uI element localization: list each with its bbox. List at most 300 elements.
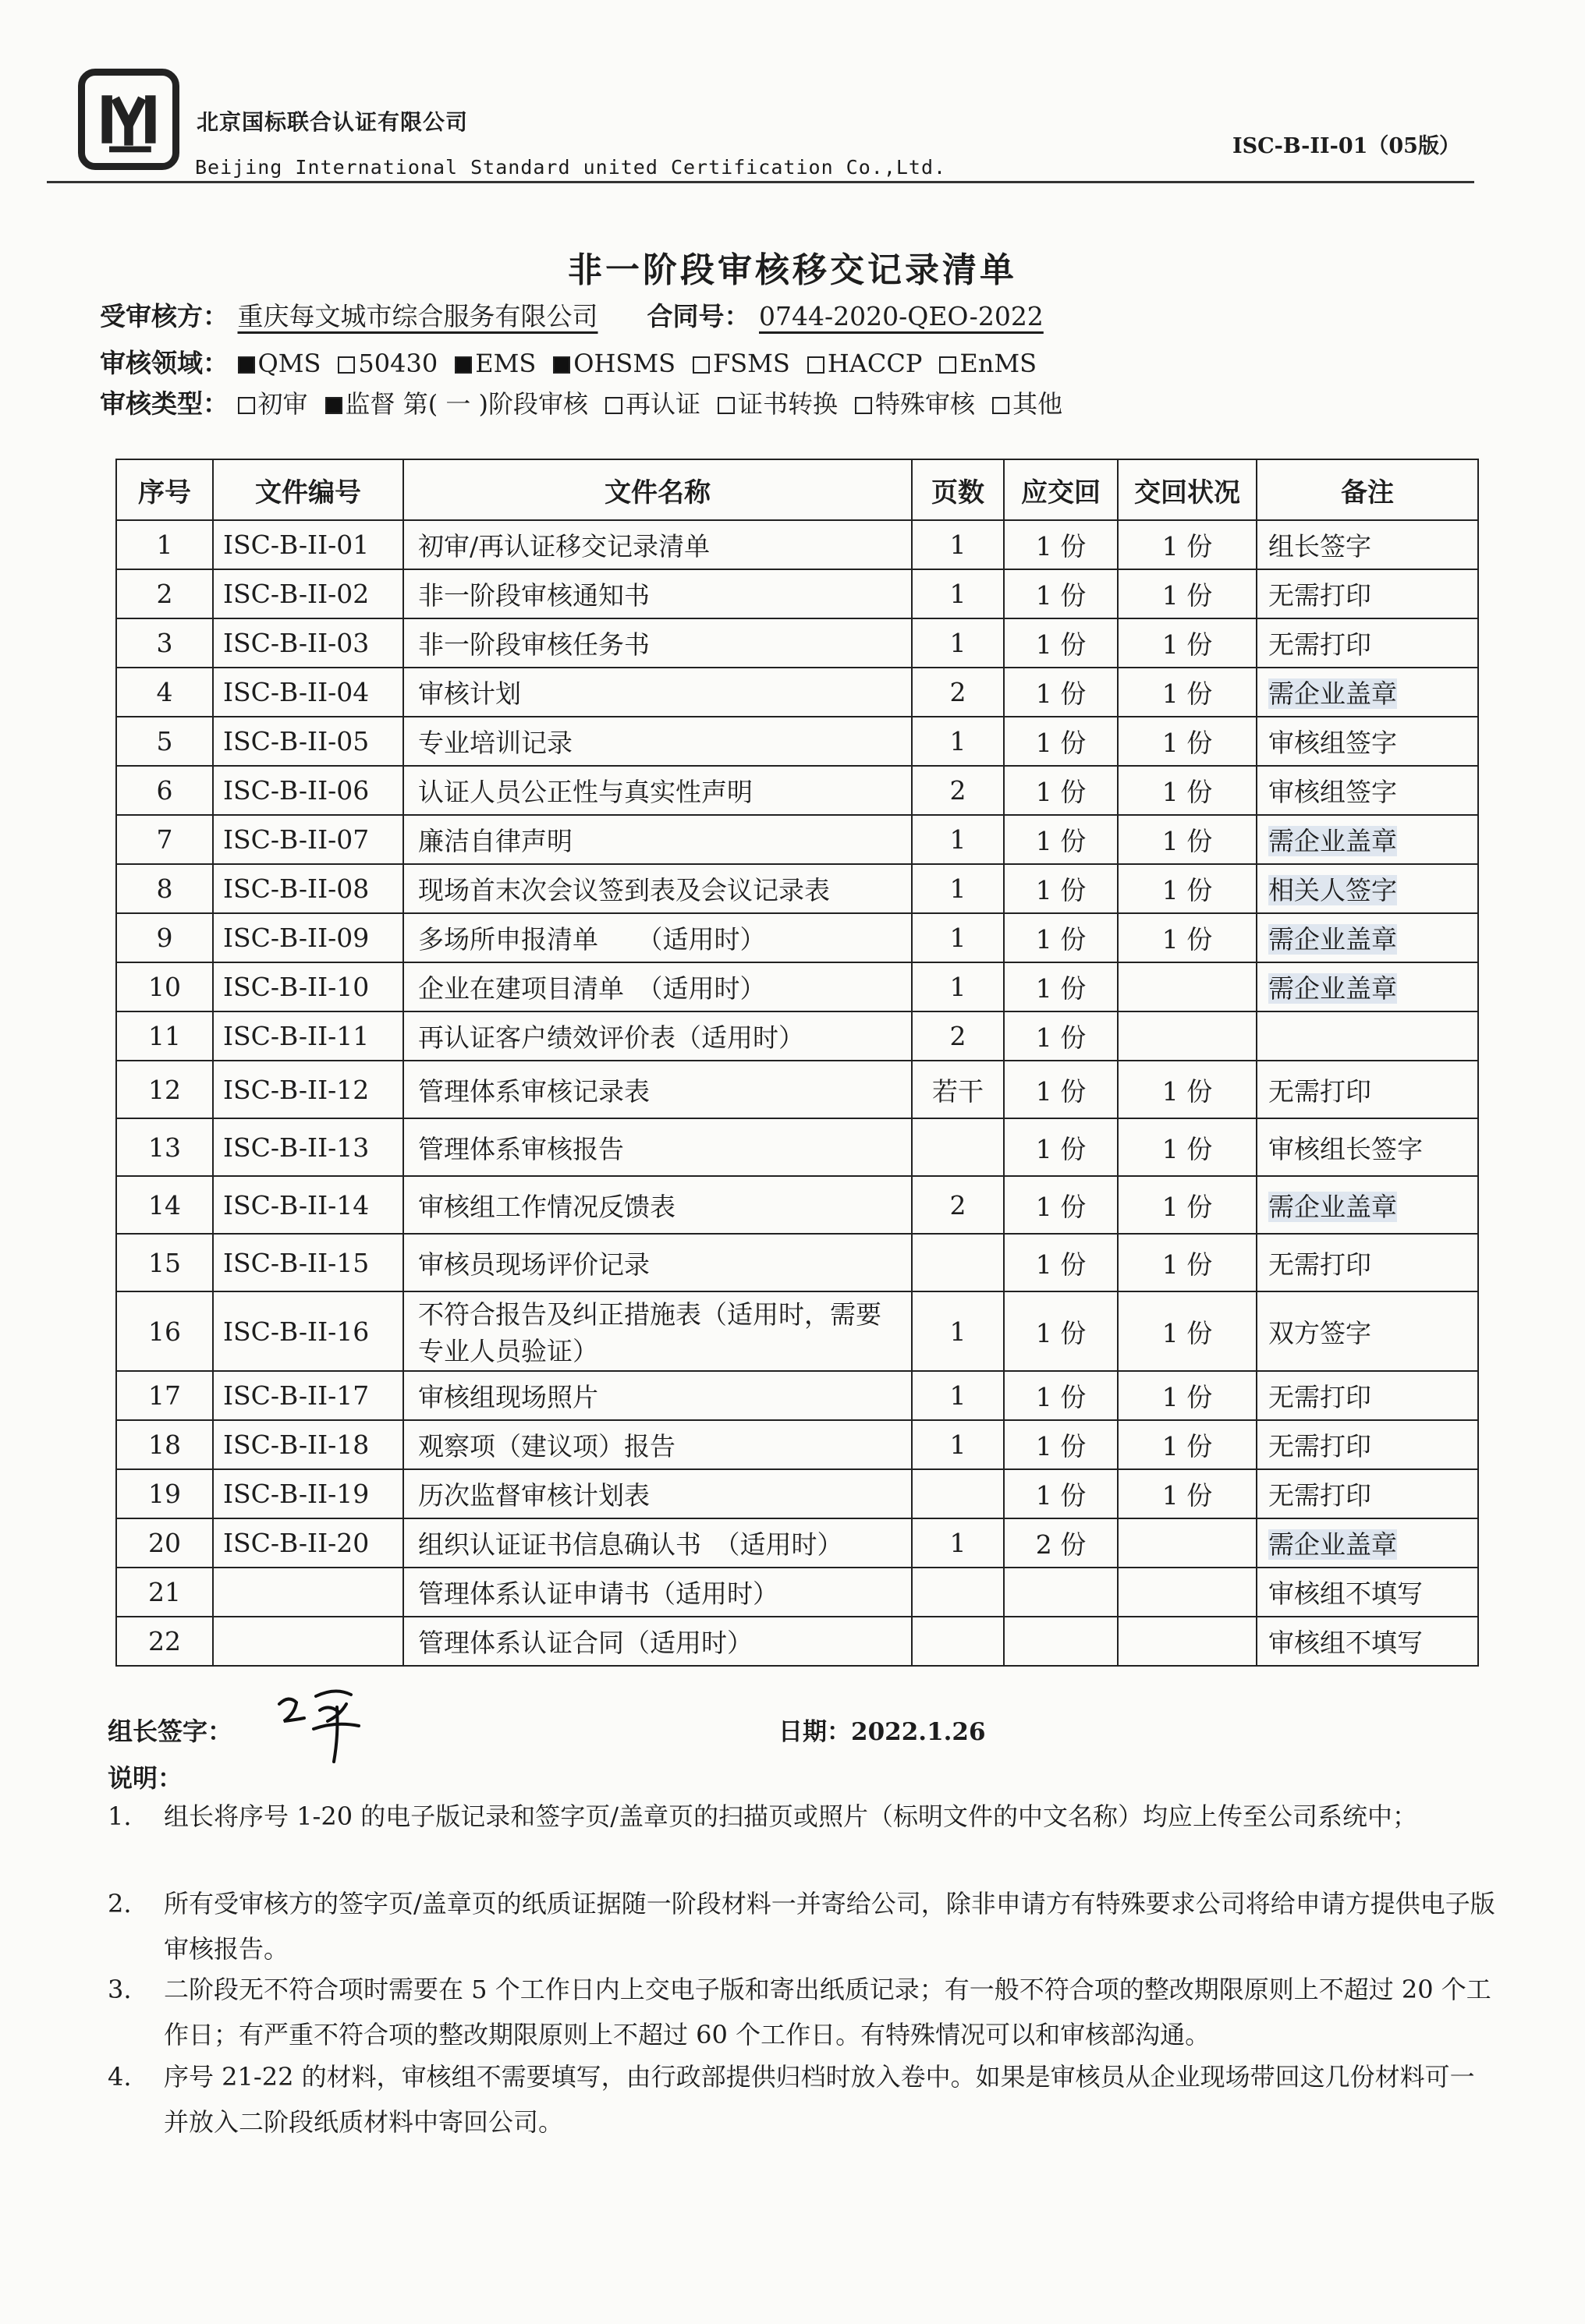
remark-cell (1257, 962, 1478, 1011)
returned-count-cell (1118, 520, 1257, 569)
field-option (693, 349, 790, 378)
table-row (116, 1011, 1478, 1061)
type-option-label: 证书转换 (738, 389, 839, 419)
page-count-cell (912, 1061, 1004, 1118)
file-name-cell (403, 1061, 912, 1118)
due-count-cell (1004, 1371, 1118, 1420)
due-count: 1 份 (1035, 1480, 1087, 1511)
remark: 相关人签字 (1268, 875, 1397, 905)
file-code: ISC-B-II-17 (223, 1380, 370, 1411)
row-number: 8 (156, 873, 173, 904)
col-header-note: 备注 (1257, 459, 1478, 520)
file-name: 管理体系审核记录表 (418, 1075, 650, 1107)
due-count: 1 份 (1035, 1022, 1087, 1053)
row-number: 2 (156, 579, 173, 609)
remark-cell (1257, 618, 1478, 668)
transfer-record-table (115, 459, 1479, 1667)
due-count-cell (1004, 1176, 1118, 1234)
file-code: ISC-B-II-05 (223, 726, 370, 756)
due-count-cell (1004, 1518, 1118, 1568)
table-row (116, 1568, 1478, 1617)
file-name: 管理体系认证合同（适用时） (418, 1628, 753, 1658)
page-count-cell (912, 618, 1004, 668)
remark: 需企业盖章 (1268, 1191, 1397, 1222)
remark: 无需打印 (1268, 1480, 1371, 1511)
file-name: 再认证客户绩效评价表（适用时） (418, 1022, 804, 1053)
note-text: 所有受审核方的签字页/盖章页的纸质证据随一阶段材料一并寄给公司，除非申请方有特殊要求公司将给申请方提供电子版审核报告。 (164, 1889, 1495, 1964)
returned-count: 1 份 (1161, 924, 1213, 955)
row-number-cell (116, 962, 213, 1011)
due-count-cell (1004, 962, 1118, 1011)
due-count: 1 份 (1035, 924, 1087, 955)
file-code-cell (213, 913, 403, 962)
file-code: ISC-B-II-14 (223, 1189, 370, 1220)
returned-count-cell (1118, 1568, 1257, 1617)
remark: 审核组长签字 (1268, 1133, 1423, 1164)
file-code: ISC-B-II-13 (223, 1132, 370, 1163)
field-line (100, 343, 1054, 380)
returned-count-cell (1118, 1469, 1257, 1518)
file-name: 非一阶段审核通知书 (418, 580, 650, 611)
remark: 需企业盖章 (1268, 678, 1397, 709)
page-count: 1 (949, 628, 966, 658)
field-label: 审核领域： (100, 348, 229, 378)
file-name: 不符合报告及纠正措施表（适用时，需要专业人员验证） (418, 1299, 881, 1366)
page-count-cell (912, 569, 1004, 618)
file-name-cell (403, 1234, 912, 1291)
row-number: 15 (148, 1247, 181, 1278)
file-code-cell (213, 717, 403, 766)
page-count-cell (912, 766, 1004, 815)
file-code: ISC-B-II-07 (223, 824, 370, 855)
checked-box-icon (238, 356, 255, 374)
file-name-cell (403, 962, 912, 1011)
document-title: 非一阶段审核移交记录清单 (568, 250, 1017, 290)
returned-count: 1 份 (1161, 1133, 1213, 1164)
file-name-cell (403, 569, 912, 618)
row-number: 14 (148, 1189, 181, 1220)
file-code: ISC-B-II-01 (223, 530, 370, 560)
returned-count-cell (1118, 1617, 1257, 1666)
row-number-cell (116, 766, 213, 815)
row-number: 5 (156, 726, 173, 756)
file-code-cell (213, 815, 403, 864)
file-name-cell (403, 520, 912, 569)
page-count: 1 (949, 873, 966, 904)
unchecked-box-icon (238, 397, 255, 414)
file-code: ISC-B-II-20 (223, 1528, 370, 1558)
type-option-label: 其他 (1012, 389, 1063, 419)
table-row (116, 913, 1478, 962)
note-text: 序号 21-22 的材料，审核组不需要填写，由行政部提供归档时放入卷中。如果是审核员从企业现场带回这几份材料可一并放入二阶段纸质材料中寄回公司。 (164, 2062, 1475, 2137)
file-code-cell (213, 1061, 403, 1118)
file-code: ISC-B-II-16 (223, 1316, 370, 1347)
file-code-cell (213, 1118, 403, 1176)
file-name: 观察项（建议项）报告 (418, 1431, 675, 1461)
file-name-cell (403, 1118, 912, 1176)
auditee-value: 重庆每文城市综合服务有限公司 (237, 301, 598, 331)
due-count-cell (1004, 668, 1118, 717)
due-count-cell (1004, 1291, 1118, 1371)
page-count-cell (912, 1118, 1004, 1176)
file-code: ISC-B-II-06 (223, 775, 370, 806)
remark: 审核组不填写 (1268, 1628, 1423, 1658)
checked-box-icon (455, 356, 472, 374)
file-name-cell (403, 1469, 912, 1518)
unchecked-box-icon (718, 397, 735, 414)
page-count: 1 (949, 726, 966, 756)
field-option-label: QMS (257, 349, 321, 378)
type-options (238, 388, 1080, 419)
row-number: 10 (148, 972, 181, 1002)
due-count: 1 份 (1035, 777, 1087, 807)
field-options (238, 348, 1055, 378)
file-name-cell (403, 1371, 912, 1420)
file-code-cell (213, 1469, 403, 1518)
contract-value: 0744-2020-QEO-2022 (759, 301, 1044, 331)
remark-cell (1257, 1420, 1478, 1469)
due-count: 1 份 (1035, 826, 1087, 856)
row-number-cell (116, 1420, 213, 1469)
row-number-cell (116, 1568, 213, 1617)
remark: 双方签字 (1268, 1317, 1371, 1348)
row-number-cell (116, 1518, 213, 1568)
field-option-label: FSMS (713, 349, 790, 378)
table-row (116, 1518, 1478, 1568)
file-name: 企业在建项目清单 （适用时） (418, 973, 766, 1004)
file-name: 审核计划 (418, 678, 521, 709)
file-name: 历次监督审核计划表 (418, 1480, 650, 1511)
due-count-cell (1004, 520, 1118, 569)
due-count-cell (1004, 1420, 1118, 1469)
unchecked-box-icon (605, 397, 622, 414)
remark-cell (1257, 520, 1478, 569)
row-number: 13 (148, 1132, 181, 1163)
returned-count: 1 份 (1161, 1317, 1213, 1348)
remark-cell (1257, 1371, 1478, 1420)
row-number: 21 (148, 1577, 181, 1607)
returned-count-cell (1118, 1371, 1257, 1420)
file-code: ISC-B-II-04 (223, 677, 370, 707)
returned-count: 1 份 (1161, 580, 1213, 611)
due-count-cell (1004, 913, 1118, 962)
type-line (100, 384, 1080, 420)
page-count-cell (912, 520, 1004, 569)
table-row (116, 1234, 1478, 1291)
row-number-cell (116, 1176, 213, 1234)
page-count: 2 (949, 1021, 966, 1051)
remark-cell (1257, 1617, 1478, 1666)
page-count-cell (912, 962, 1004, 1011)
remark-cell (1257, 1011, 1478, 1061)
field-option-label: OHSMS (573, 349, 676, 378)
row-number: 7 (156, 824, 173, 855)
file-name: 非一阶段审核任务书 (418, 629, 650, 660)
note-number: 2. (108, 1889, 132, 1918)
type-option (605, 389, 700, 419)
col-header-due: 应交回 (1004, 459, 1118, 520)
file-name-cell (403, 618, 912, 668)
file-code: ISC-B-II-08 (223, 873, 370, 904)
due-count-cell (1004, 815, 1118, 864)
file-name-cell (403, 766, 912, 815)
page-count-cell (912, 1568, 1004, 1617)
remark: 需企业盖章 (1268, 973, 1397, 1004)
row-number-cell (116, 1291, 213, 1371)
row-number: 1 (156, 530, 173, 560)
company-logo-icon (78, 69, 179, 170)
col-header-code: 文件编号 (213, 459, 403, 520)
returned-count: 1 份 (1161, 1431, 1213, 1461)
remark: 组长签字 (1268, 531, 1371, 562)
file-name-cell (403, 1518, 912, 1568)
table-row (116, 717, 1478, 766)
returned-count-cell (1118, 766, 1257, 815)
file-name: 组织认证证书信息确认书 （适用时） (418, 1529, 843, 1560)
row-number: 22 (148, 1626, 181, 1656)
returned-count: 1 份 (1161, 777, 1213, 807)
returned-count-cell (1118, 717, 1257, 766)
returned-count-cell (1118, 1420, 1257, 1469)
unchecked-box-icon (693, 356, 710, 374)
note-item (108, 1794, 1496, 1839)
due-count: 1 份 (1035, 973, 1087, 1004)
row-number-cell (116, 1371, 213, 1420)
table-row (116, 569, 1478, 618)
date-line (778, 1712, 986, 1747)
field-option (238, 349, 321, 378)
note-text: 二阶段无不符合项时需要在 5 个工作日内上交电子版和寄出纸质记录；有一般不符合项的整改期限原则上不超过 20 个工作日；有严重不符合项的整改期限原则上不超过 60 个工作日。有特殊情况可以和审核部沟通。 (164, 1975, 1491, 2049)
row-number: 16 (148, 1316, 181, 1347)
due-count-cell (1004, 569, 1118, 618)
page-count-cell (912, 668, 1004, 717)
due-count: 1 份 (1035, 1249, 1087, 1280)
returned-count-cell (1118, 913, 1257, 962)
returned-count-cell (1118, 1234, 1257, 1291)
row-number: 11 (148, 1021, 181, 1051)
row-number-cell (116, 864, 213, 913)
due-count: 1 份 (1035, 629, 1087, 660)
file-code: ISC-B-II-03 (223, 628, 370, 658)
file-code: ISC-B-II-10 (223, 972, 370, 1002)
remark-cell (1257, 1568, 1478, 1617)
file-code: ISC-B-II-18 (223, 1429, 370, 1460)
due-count: 1 份 (1035, 875, 1087, 905)
note-number: 3. (108, 1975, 132, 2004)
table-row (116, 864, 1478, 913)
page-count: 1 (949, 824, 966, 855)
file-name: 廉洁自律声明 (418, 826, 573, 856)
page-count: 若干 (932, 1075, 984, 1107)
table-row (116, 618, 1478, 668)
table-row (116, 1118, 1478, 1176)
type-label: 审核类型： (100, 388, 229, 419)
col-header-pages: 页数 (912, 459, 1004, 520)
row-number-cell (116, 717, 213, 766)
type-option-label: 特殊审核 (875, 389, 976, 419)
due-count: 1 份 (1035, 1191, 1087, 1222)
returned-count-cell (1118, 668, 1257, 717)
file-name-cell (403, 1176, 912, 1234)
field-option-label: EMS (475, 349, 537, 378)
due-count: 1 份 (1035, 1075, 1087, 1107)
remark: 需企业盖章 (1268, 1529, 1397, 1560)
table-row (116, 1061, 1478, 1118)
auditee-label: 受审核方： (100, 301, 229, 331)
row-number-cell (116, 1617, 213, 1666)
due-count-cell (1004, 1118, 1118, 1176)
file-code-cell (213, 1234, 403, 1291)
note-item (108, 2054, 1496, 2145)
returned-count-cell (1118, 864, 1257, 913)
file-code-cell (213, 1011, 403, 1061)
page-count-cell (912, 1469, 1004, 1518)
unchecked-box-icon (939, 356, 956, 374)
page-count: 1 (949, 1528, 966, 1558)
file-name-cell (403, 717, 912, 766)
row-number-cell (116, 1011, 213, 1061)
remark: 审核组签字 (1268, 777, 1397, 807)
page-count-cell (912, 717, 1004, 766)
form-code: ISC-B-II-01（05版） (1232, 134, 1460, 158)
due-count: 1 份 (1035, 728, 1087, 758)
table-row (116, 766, 1478, 815)
returned-count: 1 份 (1161, 1075, 1213, 1107)
row-number-cell (116, 815, 213, 864)
file-code: ISC-B-II-12 (223, 1074, 370, 1105)
row-number: 9 (156, 923, 173, 953)
remark-cell (1257, 1518, 1478, 1568)
returned-count: 1 份 (1161, 1191, 1213, 1222)
page-count-cell (912, 1176, 1004, 1234)
page-count-cell (912, 1371, 1004, 1420)
returned-count-cell (1118, 1011, 1257, 1061)
row-number-cell (116, 520, 213, 569)
table-row (116, 1371, 1478, 1420)
row-number-cell (116, 913, 213, 962)
page-count: 2 (949, 677, 966, 707)
file-code: ISC-B-II-19 (223, 1479, 370, 1509)
page-count: 2 (949, 775, 966, 806)
returned-count: 1 份 (1161, 1480, 1213, 1511)
returned-count: 1 份 (1161, 629, 1213, 660)
row-number-cell (116, 569, 213, 618)
file-name-cell (403, 668, 912, 717)
file-name: 现场首末次会议签到表及会议记录表 (418, 875, 830, 905)
file-name-cell (403, 913, 912, 962)
remark-cell (1257, 1176, 1478, 1234)
file-name-cell (403, 1568, 912, 1617)
remark: 无需打印 (1268, 580, 1371, 611)
returned-count: 1 份 (1161, 678, 1213, 709)
file-code-cell (213, 1371, 403, 1420)
col-header-no: 序号 (116, 459, 213, 520)
due-count: 1 份 (1035, 1317, 1087, 1348)
row-number-cell (116, 1118, 213, 1176)
remark: 无需打印 (1268, 1249, 1371, 1280)
returned-count: 1 份 (1161, 531, 1213, 562)
note-text: 组长将序号 1-20 的电子版记录和签字页/盖章页的扫描页或照片（标明文件的中文名称）均应上传至公司系统中； (164, 1801, 1418, 1831)
remark-cell (1257, 1118, 1478, 1176)
type-option-label: 监督 第( 一 )阶段审核 (345, 389, 589, 419)
field-option-label: HACCP (827, 349, 923, 378)
checked-box-icon (553, 356, 570, 374)
page-count-cell (912, 913, 1004, 962)
file-name: 审核组工作情况反馈表 (418, 1191, 675, 1222)
col-header-returned: 交回状况 (1118, 459, 1257, 520)
table-row (116, 962, 1478, 1011)
table-row (116, 1617, 1478, 1666)
field-option (807, 349, 923, 378)
type-option-label: 初审 (257, 389, 308, 419)
remark-cell (1257, 717, 1478, 766)
page-count-cell (912, 1291, 1004, 1371)
row-number: 18 (148, 1429, 181, 1460)
due-count-cell (1004, 766, 1118, 815)
remark: 无需打印 (1268, 1075, 1371, 1107)
page-count: 1 (949, 1429, 966, 1460)
type-option (325, 389, 589, 419)
file-code-cell (213, 1568, 403, 1617)
row-number-cell (116, 1469, 213, 1518)
page-count-cell (912, 1518, 1004, 1568)
checked-box-icon (325, 397, 342, 414)
remark-cell (1257, 913, 1478, 962)
due-count-cell (1004, 1011, 1118, 1061)
due-count-cell (1004, 864, 1118, 913)
returned-count: 1 份 (1161, 1382, 1213, 1412)
date-value: 2022.1.26 (851, 1718, 986, 1746)
row-number: 12 (148, 1074, 181, 1105)
remark-cell (1257, 1469, 1478, 1518)
field-option (455, 349, 536, 378)
page-count-cell (912, 1011, 1004, 1061)
page-count-cell (912, 1617, 1004, 1666)
company-name-cn: 北京国标联合认证有限公司 (197, 109, 469, 135)
page-count: 1 (949, 972, 966, 1002)
returned-count-cell (1118, 1176, 1257, 1234)
note-number: 4. (108, 2062, 132, 2092)
company-name-en: Beijing International Standard united Certification Co.,Ltd. (195, 156, 947, 179)
file-name: 审核员现场评价记录 (418, 1249, 650, 1280)
handwritten-signature (273, 1681, 374, 1770)
type-option (992, 389, 1062, 419)
remark-cell (1257, 1061, 1478, 1118)
type-option (718, 389, 838, 419)
date-label: 日期： (778, 1718, 851, 1746)
remark: 审核组不填写 (1268, 1578, 1423, 1609)
note-number: 1. (108, 1801, 132, 1831)
row-number-cell (116, 668, 213, 717)
file-name: 审核组现场照片 (418, 1382, 598, 1412)
page-count: 1 (949, 1380, 966, 1411)
due-count-cell (1004, 1617, 1118, 1666)
row-number-cell (116, 1061, 213, 1118)
table-row (116, 520, 1478, 569)
field-option-label: EnMS (959, 349, 1037, 378)
remark: 需企业盖章 (1268, 924, 1397, 955)
file-code-cell (213, 766, 403, 815)
file-code-cell (213, 569, 403, 618)
contract-label: 合同号： (647, 301, 750, 331)
due-count-cell (1004, 1061, 1118, 1118)
row-number: 19 (148, 1479, 181, 1509)
file-name-cell (403, 1011, 912, 1061)
file-code: ISC-B-II-02 (223, 579, 370, 609)
col-header-name: 文件名称 (403, 459, 912, 520)
due-count: 1 份 (1035, 531, 1087, 562)
field-option (338, 349, 438, 378)
